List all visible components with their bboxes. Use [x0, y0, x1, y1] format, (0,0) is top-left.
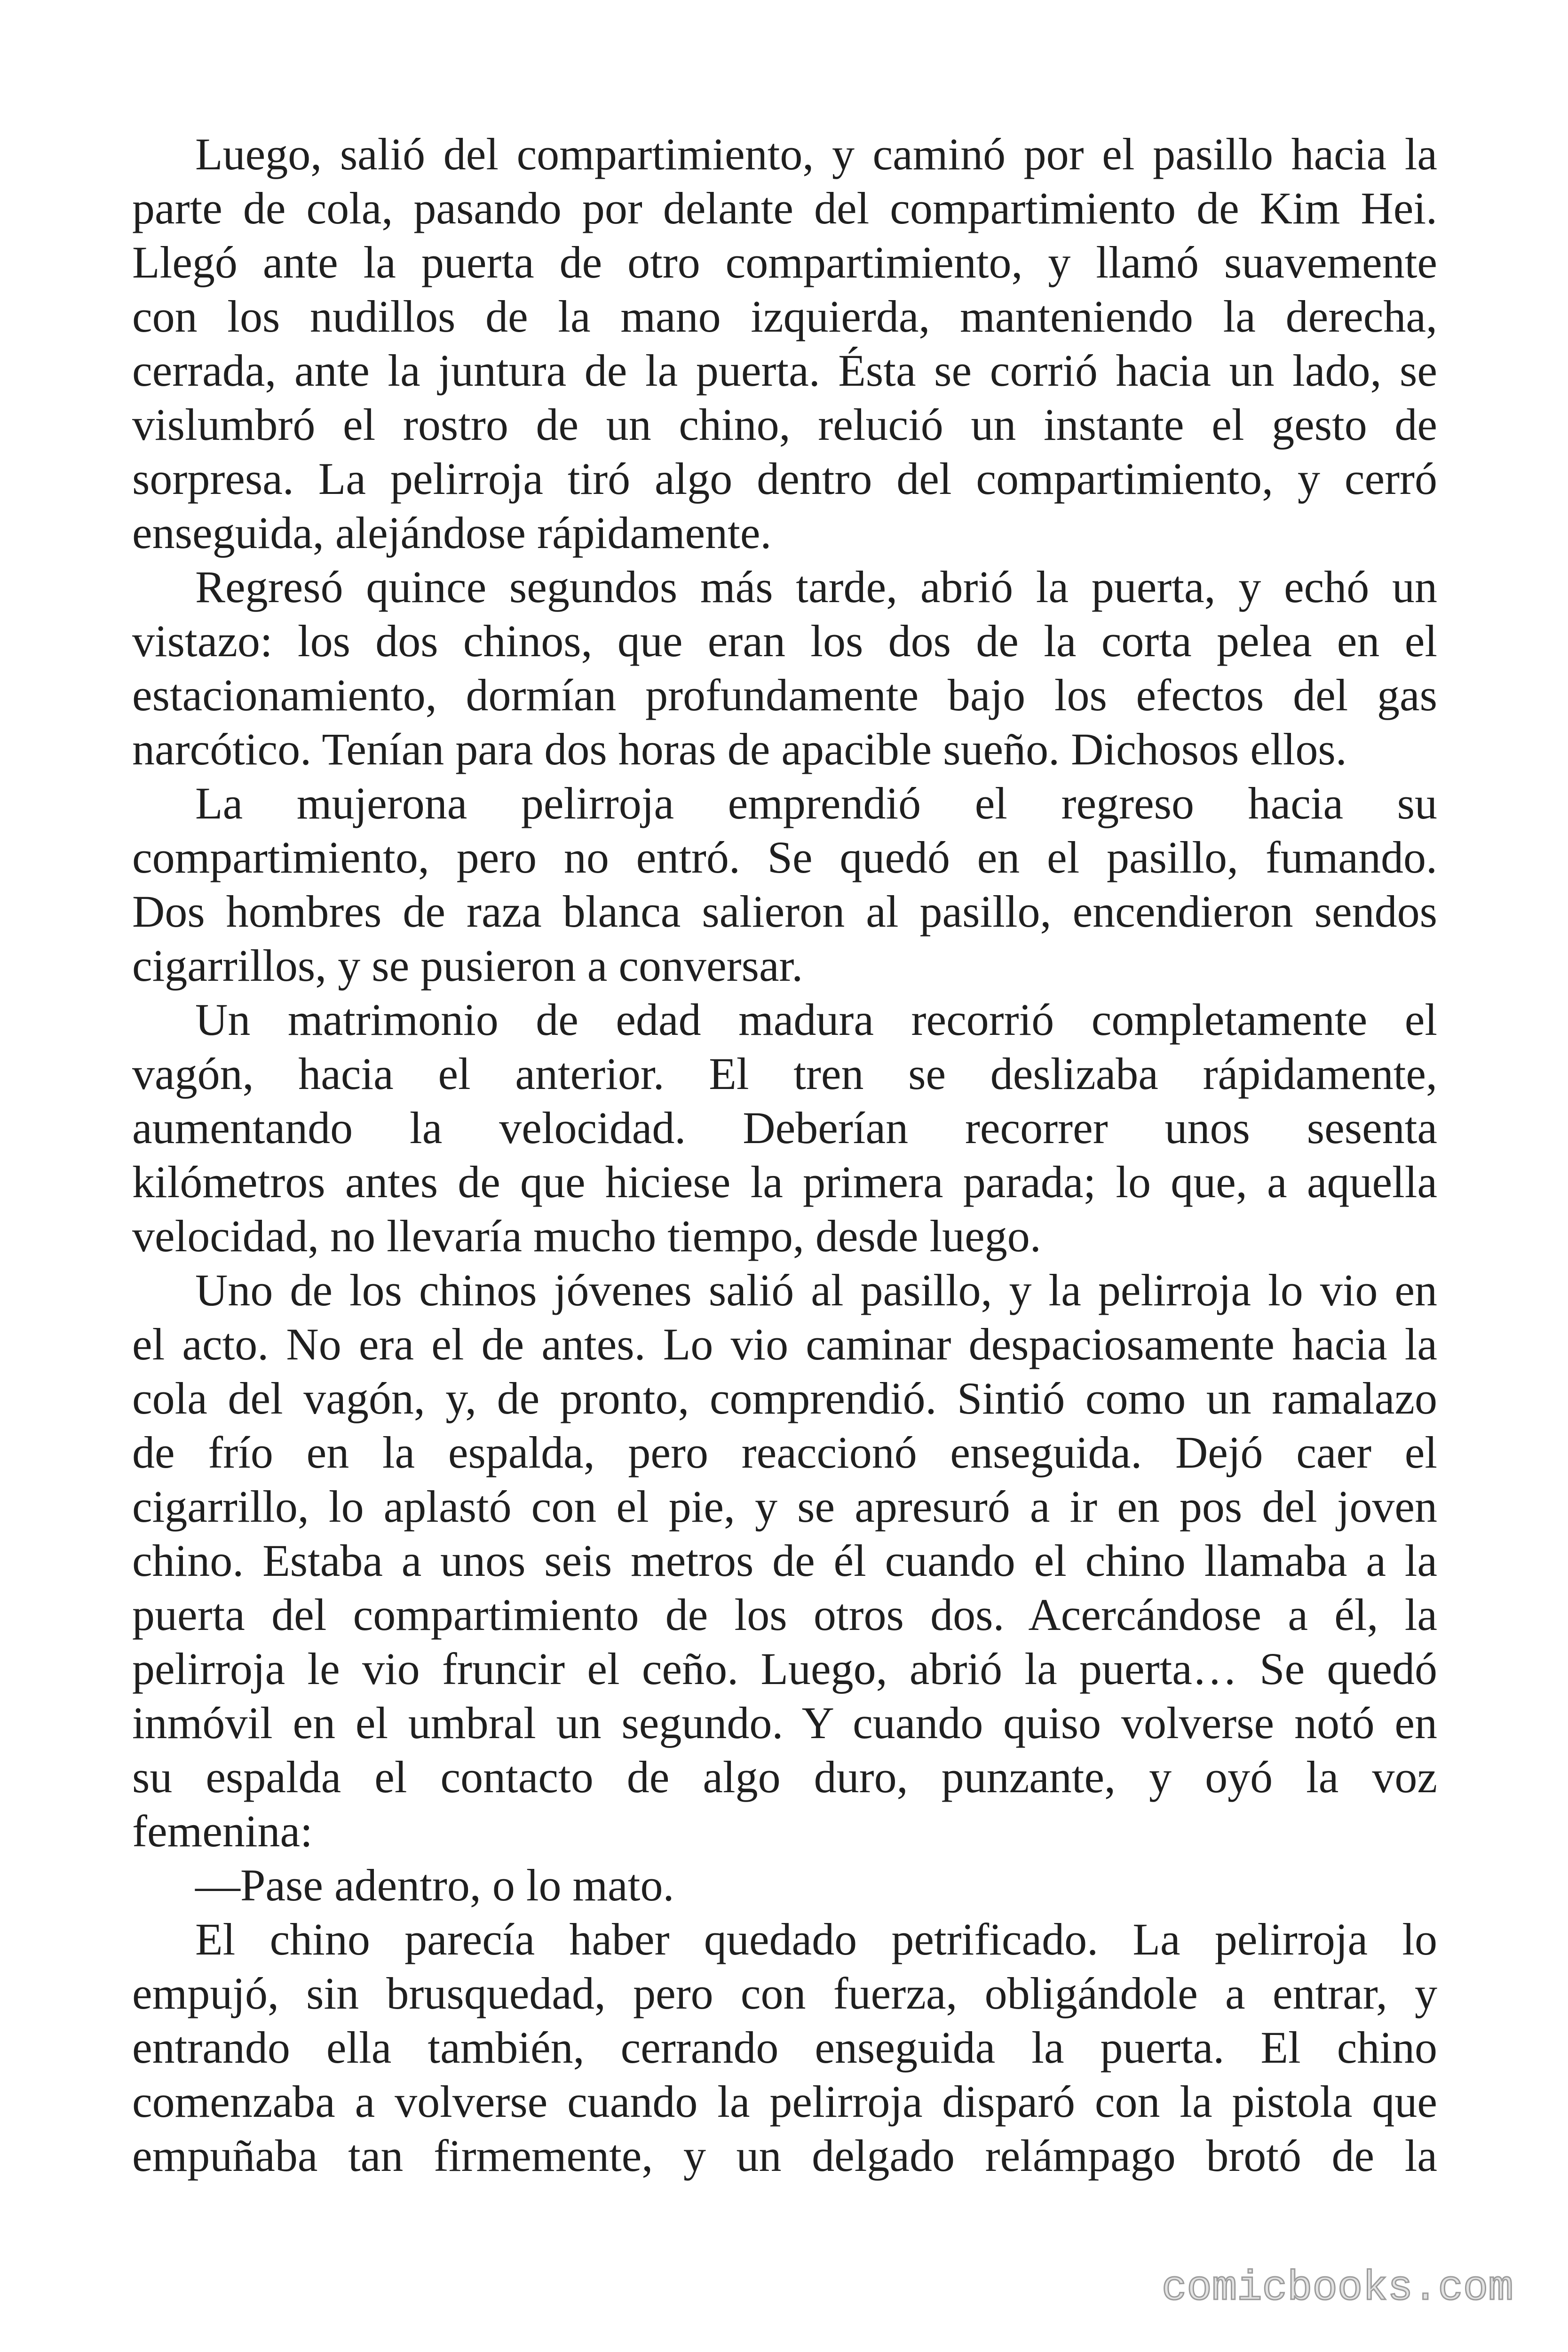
- text-line: cigarrillos, y se pusieron a conversar.: [132, 940, 803, 991]
- book-page-text: [132, 127, 1437, 2183]
- text-line: compartimiento, pero no entró. Se quedó en el pasillo, fumando.: [132, 832, 1437, 882]
- text-line: empuñaba tan firmemente, y un delgado relámpago brotó de la: [132, 2130, 1437, 2181]
- text-line: de frío en la espalda, pero reaccionó enseguida. Dejó caer el: [132, 1427, 1437, 1478]
- text-line: cigarrillo, lo aplastó con el pie, y se apresuró a ir en pos del joven: [132, 1481, 1437, 1532]
- paragraph: [132, 776, 1437, 993]
- text-line: enseguida, alejándose rápidamente.: [132, 508, 772, 558]
- paragraph: [132, 1912, 1437, 2183]
- text-line: aumentando la velocidad. Deberían recorrer unos sesenta: [132, 1103, 1437, 1153]
- dialogue-line: —Pase adentro, o lo mato.: [195, 1860, 674, 1910]
- text-line: velocidad, no llevaría mucho tiempo, desde luego.: [132, 1211, 1041, 1261]
- text-line: vagón, hacia el anterior. El tren se deslizaba rápidamente,: [132, 1049, 1437, 1099]
- text-line: Uno de los chinos jóvenes salió al pasillo, y la pelirroja lo vio en: [195, 1265, 1437, 1315]
- text-line: Dos hombres de raza blanca salieron al pasillo, encendieron sendos: [132, 886, 1437, 937]
- text-line: narcótico. Tenían para dos horas de apacible sueño. Dichosos ellos.: [132, 724, 1347, 774]
- text-line: parte de cola, pasando por delante del compartimiento de Kim Hei.: [132, 183, 1437, 233]
- text-line: entrando ella también, cerrando enseguida la puerta. El chino: [132, 2022, 1437, 2073]
- text-line: Llegó ante la puerta de otro compartimiento, y llamó suavemente: [132, 237, 1437, 287]
- paragraph: [132, 993, 1437, 1263]
- text-line: Un matrimonio de edad madura recorrió completamente el: [195, 994, 1437, 1045]
- text-line: comenzaba a volverse cuando la pelirroja disparó con la pistola que: [132, 2076, 1437, 2127]
- text-line: cola del vagón, y, de pronto, comprendió. Sintió como un ramalazo: [132, 1373, 1437, 1423]
- text-line: pelirroja le vio fruncir el ceño. Luego, abrió la puerta… Se quedó: [132, 1644, 1437, 1694]
- text-line: Luego, salió del compartimiento, y caminó por el pasillo hacia la: [195, 129, 1437, 179]
- watermark: comicbooks.com: [1162, 2265, 1513, 2312]
- text-line: sorpresa. La pelirroja tiró algo dentro del compartimiento, y cerró: [132, 453, 1437, 504]
- text-line: estacionamiento, dormían profundamente bajo los efectos del gas: [132, 670, 1437, 720]
- text-line: cerrada, ante la juntura de la puerta. Ésta se corrió hacia un lado, se: [132, 345, 1437, 396]
- text-line: con los nudillos de la mano izquierda, manteniendo la derecha,: [132, 291, 1437, 342]
- text-line: kilómetros antes de que hiciese la primera parada; lo que, a aquella: [132, 1157, 1437, 1207]
- paragraph: [132, 1858, 1437, 1912]
- text-line: su espalda el contacto de algo duro, punzante, y oyó la voz: [132, 1752, 1437, 1802]
- text-line: La mujerona pelirroja emprendió el regreso hacia su: [195, 778, 1437, 828]
- text-line: el acto. No era el de antes. Lo vio caminar despaciosamente hacia la: [132, 1319, 1437, 1369]
- text-line: puerta del compartimiento de los otros dos. Acercándose a él, la: [132, 1589, 1437, 1640]
- text-line: Regresó quince segundos más tarde, abrió la puerta, y echó un: [195, 562, 1437, 612]
- text-line: El chino parecía haber quedado petrificado. La pelirroja lo: [195, 1914, 1437, 1964]
- text-line: chino. Estaba a unos seis metros de él cuando el chino llamaba a la: [132, 1535, 1437, 1586]
- text-line: empujó, sin brusquedad, pero con fuerza, obligándole a entrar, y: [132, 1968, 1437, 2018]
- paragraph: [132, 1263, 1437, 1858]
- text-line: inmóvil en el umbral un segundo. Y cuando quiso volverse notó en: [132, 1698, 1437, 1748]
- paragraph: [132, 127, 1437, 560]
- text-line: vistazo: los dos chinos, que eran los dos de la corta pelea en el: [132, 616, 1437, 666]
- paragraph: [132, 560, 1437, 776]
- text-line: vislumbró el rostro de un chino, relució un instante el gesto de: [132, 399, 1437, 450]
- text-line: femenina:: [132, 1806, 313, 1856]
